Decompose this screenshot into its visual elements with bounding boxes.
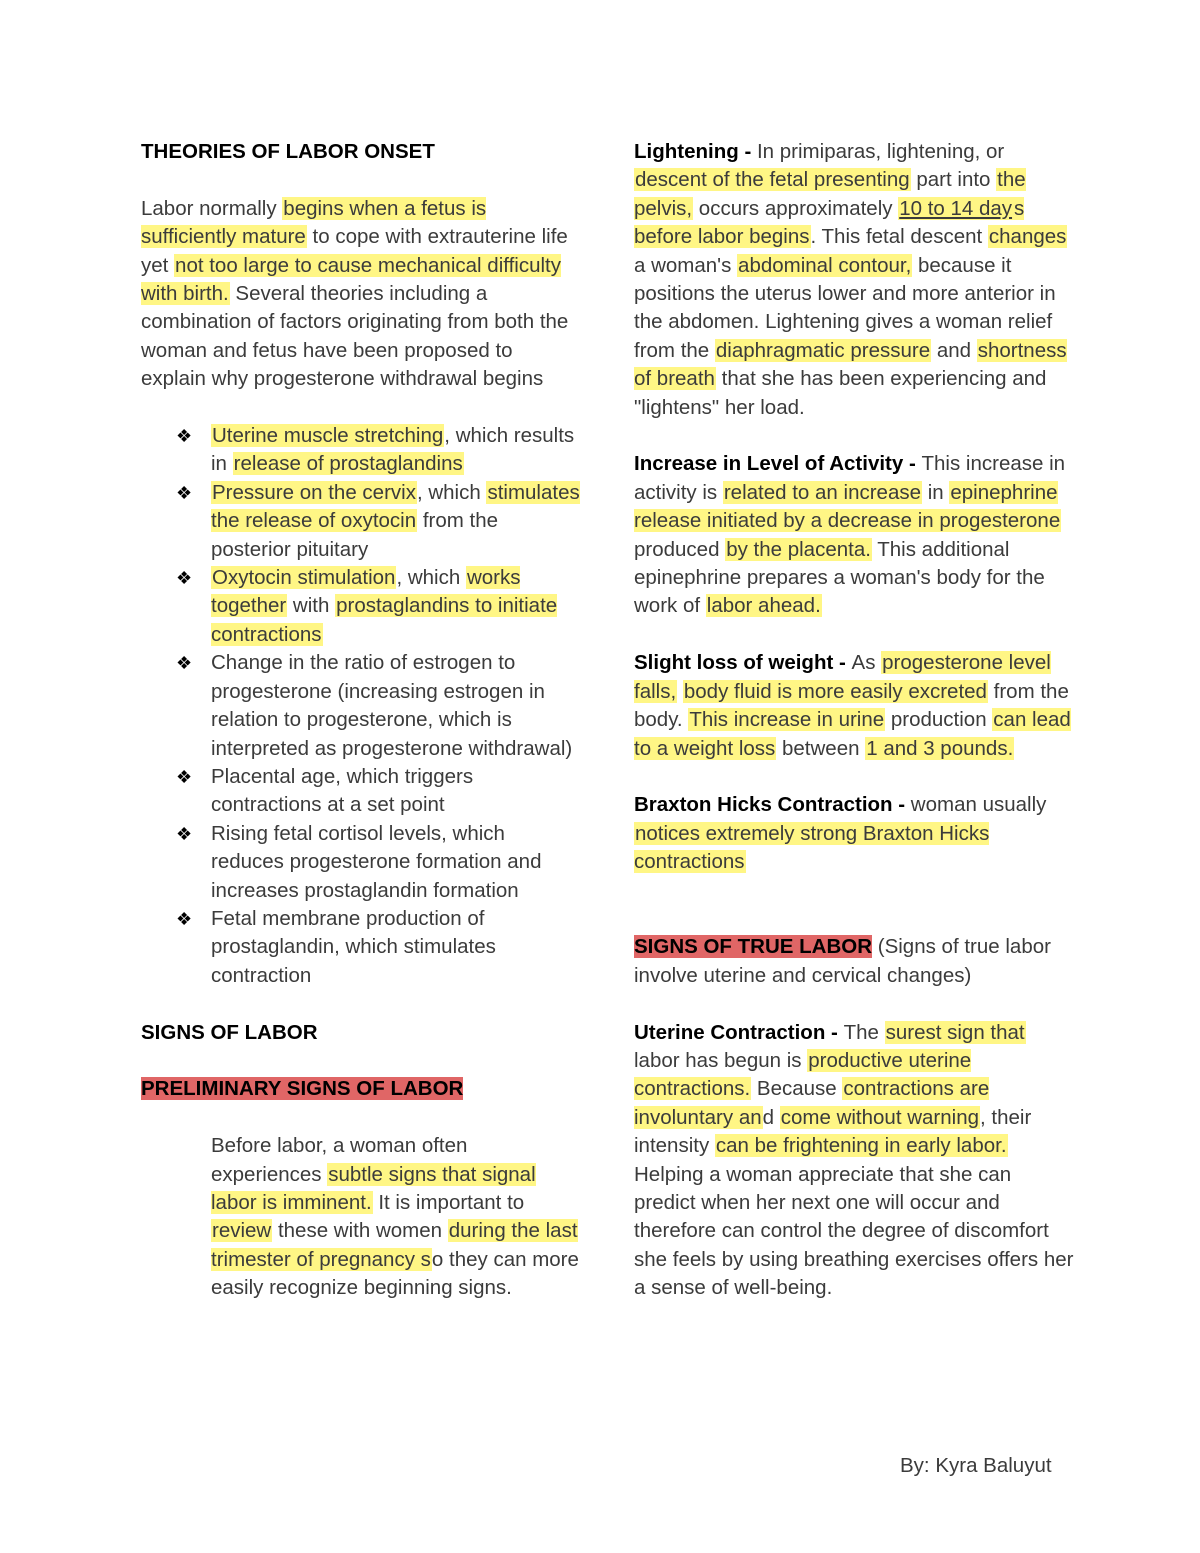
highlighted-text: descent of the fetal presenting (635, 168, 910, 192)
highlighted-text: contractions are involuntary an (634, 1077, 990, 1129)
diamond-bullet-icon: ❖ (176, 568, 193, 589)
highlighted-text: release of prostaglandins (233, 452, 463, 476)
highlighted-text: abdominal contour, (738, 253, 912, 277)
highlighted-text: Uterine muscle stretching (212, 424, 444, 448)
diamond-bullet-icon: ❖ (176, 823, 193, 844)
highlighted-text: surest sign that (885, 1020, 1025, 1044)
signs-of-labor-title: SIGNS OF LABOR (141, 1020, 318, 1044)
highlighted-text: productive uterine contractions. (634, 1048, 972, 1101)
paragraph-heading: Lightening - (634, 140, 757, 163)
text-run: It is important to (372, 1190, 525, 1214)
text-run: This increase in activity is (634, 452, 1066, 504)
paragraph-heading: Increase in Level of Activity - (634, 452, 922, 476)
list-item (176, 479, 581, 564)
highlighted-text: epinephrine release initiated by a decrease in progesterone (634, 480, 1061, 533)
activity-paragraph (634, 450, 1074, 620)
text-run: d (762, 1105, 780, 1129)
highlighted-text: by the placenta. (726, 537, 871, 561)
paragraph-heading: Braxton Hicks Contraction - (634, 793, 911, 817)
weight-loss-paragraph (634, 649, 1074, 763)
text-run: Fetal membrane production of prostaglandin, which stimulates contraction (211, 906, 496, 987)
left-column (141, 138, 581, 1303)
text-run: o they can more easily recognize beginning signs. (211, 1247, 579, 1300)
highlighted-text: not too large to cause mechanical difficulty with birth. (141, 253, 561, 306)
highlighted-text: stimulates the release of oxytocin (211, 480, 580, 533)
diamond-bullet-icon: ❖ (176, 653, 193, 674)
list-item (176, 820, 581, 905)
text-run: (Signs of true labor involve uterine and cervical changes) (634, 935, 1051, 987)
highlighted-text: 1 and 3 pounds. (866, 736, 1014, 760)
theories-list (141, 422, 581, 990)
highlighted-text: body fluid is more easily excreted (683, 679, 987, 703)
paragraph-heading: Slight loss of weight - (634, 651, 852, 675)
text-run: labor has begun is (634, 1048, 808, 1072)
text-run: in (922, 480, 950, 504)
text-run: production (885, 708, 993, 732)
text-run: As (851, 651, 882, 675)
text-run: This additional epinephrine prepares a woman's body for the work of (634, 537, 1045, 618)
highlighted-text: 10 to 14 day (899, 196, 1013, 220)
diamond-bullet-icon: ❖ (176, 426, 193, 447)
text-run: with (287, 594, 336, 618)
diamond-bullet-icon: ❖ (176, 766, 193, 787)
highlighted-text: This increase in urine (689, 708, 885, 732)
text-run: Rising fetal cortisol levels, which reduces progesterone formation and increases prostaglandin formation (211, 821, 542, 902)
text-run: these with women (272, 1219, 448, 1243)
braxton-hicks-paragraph (634, 791, 1074, 876)
text-run: , which (396, 566, 466, 590)
text-run: In primiparas, lightening, or (756, 140, 1005, 163)
uterine-contraction-paragraph (634, 1019, 1074, 1303)
preliminary-signs-text (141, 1132, 581, 1302)
highlighted-text: works together (211, 566, 521, 618)
diamond-bullet-icon: ❖ (176, 908, 193, 929)
text-run: and (931, 338, 977, 362)
lightening-paragraph (634, 138, 1074, 422)
text-run: Several theories including a combination of factors originating from both the woman and fetus have been proposed to explain why progesterone withdrawal begins (141, 282, 569, 391)
text-run: woman usually (910, 793, 1047, 817)
list-item (176, 905, 581, 990)
section-heading: SIGNS OF TRUE LABOR (634, 935, 873, 959)
diamond-bullet-icon: ❖ (176, 482, 193, 503)
text-run: , their intensity (634, 1105, 1032, 1158)
text-run: Change in the ratio of estrogen to progesterone (increasing estrogen in relation to progesterone, which is interpreted as progesterone withdrawal) (211, 651, 573, 760)
highlighted-text: labor ahead. (706, 594, 821, 618)
text-run: from the body. (634, 679, 1069, 732)
text-run (677, 680, 683, 703)
paragraph-heading: Uterine Contraction - (634, 1020, 844, 1044)
text-run: occurs approximately (693, 196, 899, 220)
true-labor-paragraph (634, 933, 1074, 990)
text-run: , which (416, 480, 487, 504)
text-run: from the posterior pituitary (211, 509, 499, 561)
text-run: that she has been experiencing and "lightens" her load. (634, 367, 1047, 419)
highlighted-text: come without warning (780, 1105, 980, 1129)
highlighted-text: can lead to a weight loss (634, 708, 1071, 760)
highlighted-text: during the last trimester of pregnancy s (211, 1219, 578, 1271)
highlighted-text: notices extremely strong Braxton Hicks contractions (634, 821, 990, 874)
right-column (634, 138, 1074, 1303)
text-run: Because (751, 1077, 843, 1101)
highlighted-text: diaphragmatic pressure (715, 338, 931, 362)
theories-intro (141, 195, 581, 394)
highlighted-text: begins when a fetus is sufficiently mature (141, 196, 487, 249)
highlighted-text: the pelvis, (634, 168, 1026, 220)
highlighted-text: changes (988, 225, 1067, 249)
text-run: produced (634, 537, 726, 561)
highlighted-text: subtle signs that signal labor is imminent. (211, 1162, 536, 1214)
theories-title: THEORIES OF LABOR ONSET (141, 140, 435, 163)
list-item (176, 422, 581, 479)
highlighted-text: prostaglandins to initiate contractions (211, 594, 558, 646)
text-run: The (843, 1020, 885, 1044)
text-run: Labor normally (141, 196, 283, 220)
text-run: a woman's (634, 253, 738, 277)
author-footer: By: Kyra Baluyut (900, 1454, 1052, 1477)
text-run: . This fetal descent (810, 225, 988, 249)
text-run: Before labor, a woman often experiences (211, 1134, 468, 1186)
highlighted-text: Pressure on the cervix (212, 480, 416, 504)
text-run: between (776, 736, 866, 760)
text-run: , which results in (211, 424, 575, 476)
list-item (176, 564, 581, 649)
text-run: Placental age, which triggers contractions at a set point (211, 764, 474, 817)
preliminary-signs-title: PRELIMINARY SIGNS OF LABOR (141, 1077, 464, 1101)
highlighted-text: progesterone level falls, (634, 651, 1051, 703)
highlighted-text: Oxytocin stimulation (212, 566, 396, 590)
highlighted-text: can be frightening in early labor. (715, 1134, 1007, 1158)
list-item (176, 763, 581, 820)
text-run: to cope with extrauterine life yet (141, 225, 568, 277)
highlighted-text: s before labor begins (634, 196, 1025, 249)
text-run: Helping a woman appreciate that she can predict when her next one will occur and therefore can control the degree of discomfort she feels by using breathing exercises offers her a sense of well-being. (634, 1162, 1074, 1300)
text-run: part into (910, 168, 997, 192)
list-item (176, 649, 581, 763)
text-run: because it positions the uterus lower and more anterior in the abdomen. Lightening gives a woman relief from the (634, 253, 1056, 362)
highlighted-text: review (212, 1219, 272, 1243)
highlighted-text: related to an increase (723, 480, 922, 504)
highlighted-text: shortness of breath (634, 338, 1067, 391)
